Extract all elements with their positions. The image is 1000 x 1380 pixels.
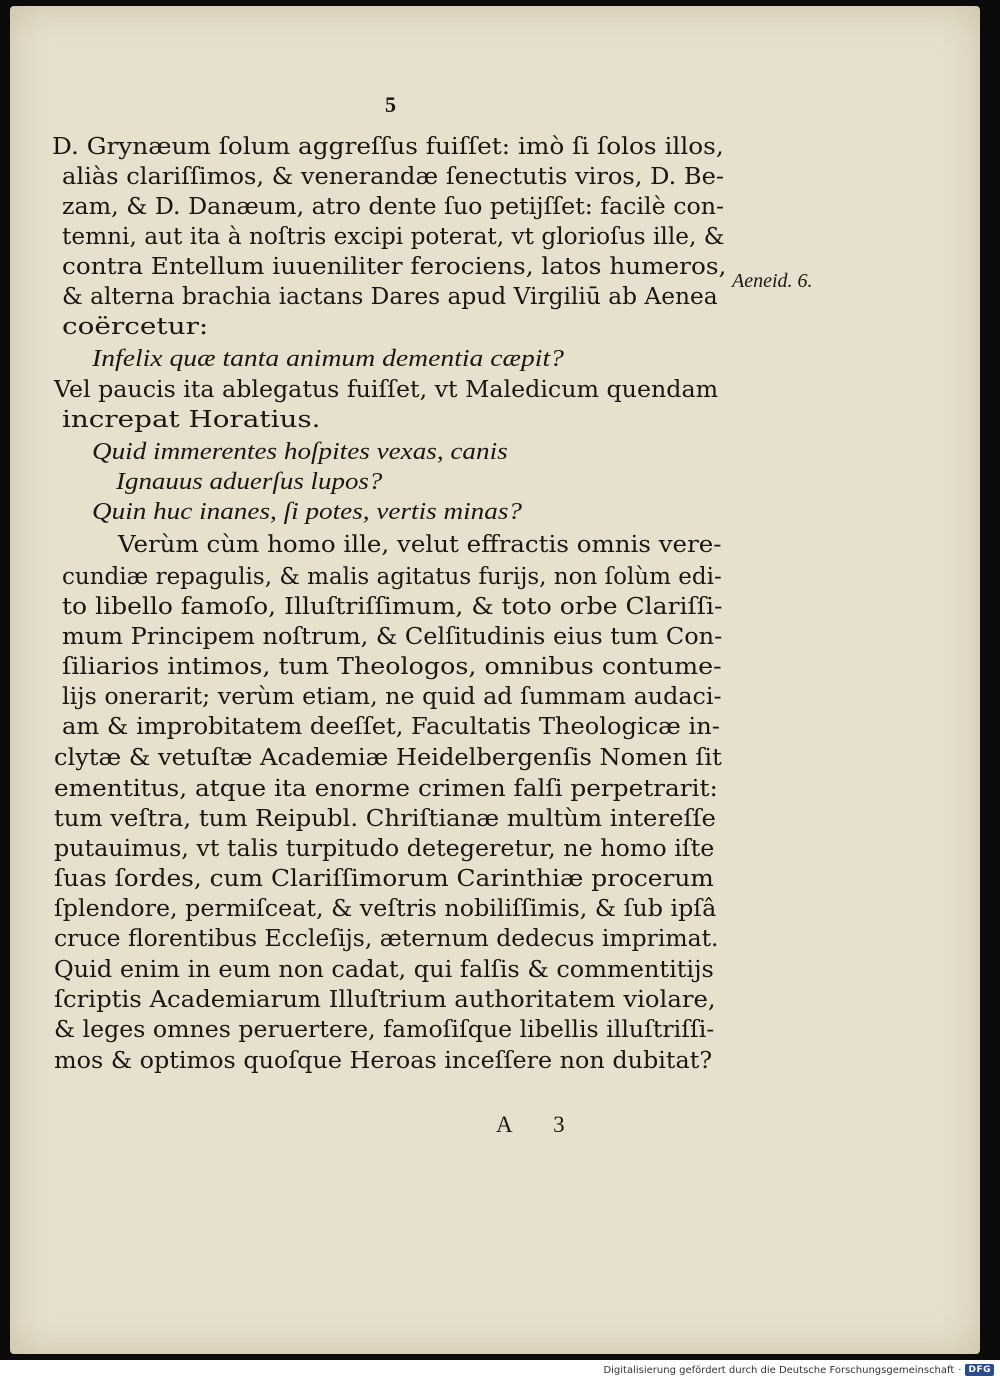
page-number: 5	[385, 92, 396, 117]
text-line: increpat Horatius.	[62, 405, 321, 433]
text-line: am & improbitatem deeſſet, Facultatis Theologicæ in-	[62, 712, 720, 740]
signature-mark: A 3	[496, 1112, 583, 1137]
text-line: cruce florentibus Eccleſijs, æternum dedecus imprimat.	[54, 924, 719, 952]
text-line: mos & optimos quoſque Heroas inceſſere non dubitat?	[54, 1046, 713, 1074]
text-line: D. Grynæum ſolum aggreſſus fuiſſet: imò ſi ſolos illos,	[52, 132, 724, 160]
text-line: tum veſtra, tum Reipubl. Chriſtianæ multùm intereſſe	[54, 804, 716, 832]
text-line: ſcriptis Academiarum Illuſtrium authoritatem violare,	[54, 985, 716, 1013]
text-line: Ignauus aduerſus lupos?	[116, 469, 383, 495]
text-line: Quid immerentes hoſpites vexas, canis	[92, 439, 508, 465]
text-line: & alterna brachia iactans Dares apud Virgiliū ab Aenea	[62, 282, 718, 310]
text-line: Vel paucis ita ablegatus fuiſſet, vt Maledicum quendam	[54, 375, 719, 403]
text-line: zam, & D. Danæum, atro dente ſuo petijſſet: facilè con-	[62, 192, 725, 220]
text-line: aliàs clariſſimos, & venerandæ ſenectutis viros, D. Be-	[62, 162, 725, 190]
text-line: ementitus, atque ita enorme crimen falſi perpetrarit:	[54, 774, 718, 802]
footer-credit: Digitalisierung gefördert durch die Deutsche Forschungsgemeinschaft · DFG	[603, 1362, 994, 1378]
text-line: lijs onerarit; verùm etiam, ne quid ad ſummam audaci-	[62, 682, 722, 710]
text-line: Quin huc inanes, ſi potes, vertis minas?	[92, 499, 522, 525]
text-line: ſplendore, permiſceat, & veſtris nobiliſſimis, & ſub ipſâ	[54, 894, 717, 922]
text-line: ſuas ſordes, cum Clariſſimorum Carinthiæ procerum	[54, 864, 714, 892]
text-line: coërcetur:	[62, 312, 209, 340]
text-line: Infelix quæ tanta animum dementia cæpit?	[92, 346, 564, 372]
text-line: Verùm cùm homo ille, velut effractis omnis vere-	[118, 530, 722, 558]
text-line: & leges omnes peruertere, famoſiſque libellis illuſtriſſi-	[54, 1015, 715, 1043]
text-line: temni, aut ita à noſtris excipi poterat, vt glorioſus ille, &	[62, 222, 725, 250]
text-line: to libello famoſo, Illuſtriſſimum, & toto orbe Clariſſi-	[62, 592, 723, 620]
text-line: ſiliarios intimos, tum Theologos, omnibus contume-	[62, 652, 722, 680]
dfg-logo-icon: DFG	[965, 1364, 994, 1376]
text-line: mum Principem noſtrum, & Celſitudinis eius tum Con-	[62, 622, 723, 650]
text-line: Quid enim in eum non cadat, qui falſis & commentitijs	[54, 955, 714, 983]
marginal-note: Aeneid. 6.	[732, 270, 813, 292]
footer-text: Digitalisierung gefördert durch die Deutsche Forschungsgemeinschaft	[603, 1364, 955, 1376]
text-line: putauimus, vt talis turpitudo detegeretur, ne homo iſte	[54, 834, 715, 862]
text-line: cundiæ repagulis, & malis agitatus furijs, non ſolùm edi-	[62, 562, 722, 590]
text-line: clytæ & vetuſtæ Academiæ Heidelbergenſis Nomen ſit	[54, 743, 722, 771]
text-line: contra Entellum iuueniliter ferociens, latos humeros,	[62, 252, 727, 280]
